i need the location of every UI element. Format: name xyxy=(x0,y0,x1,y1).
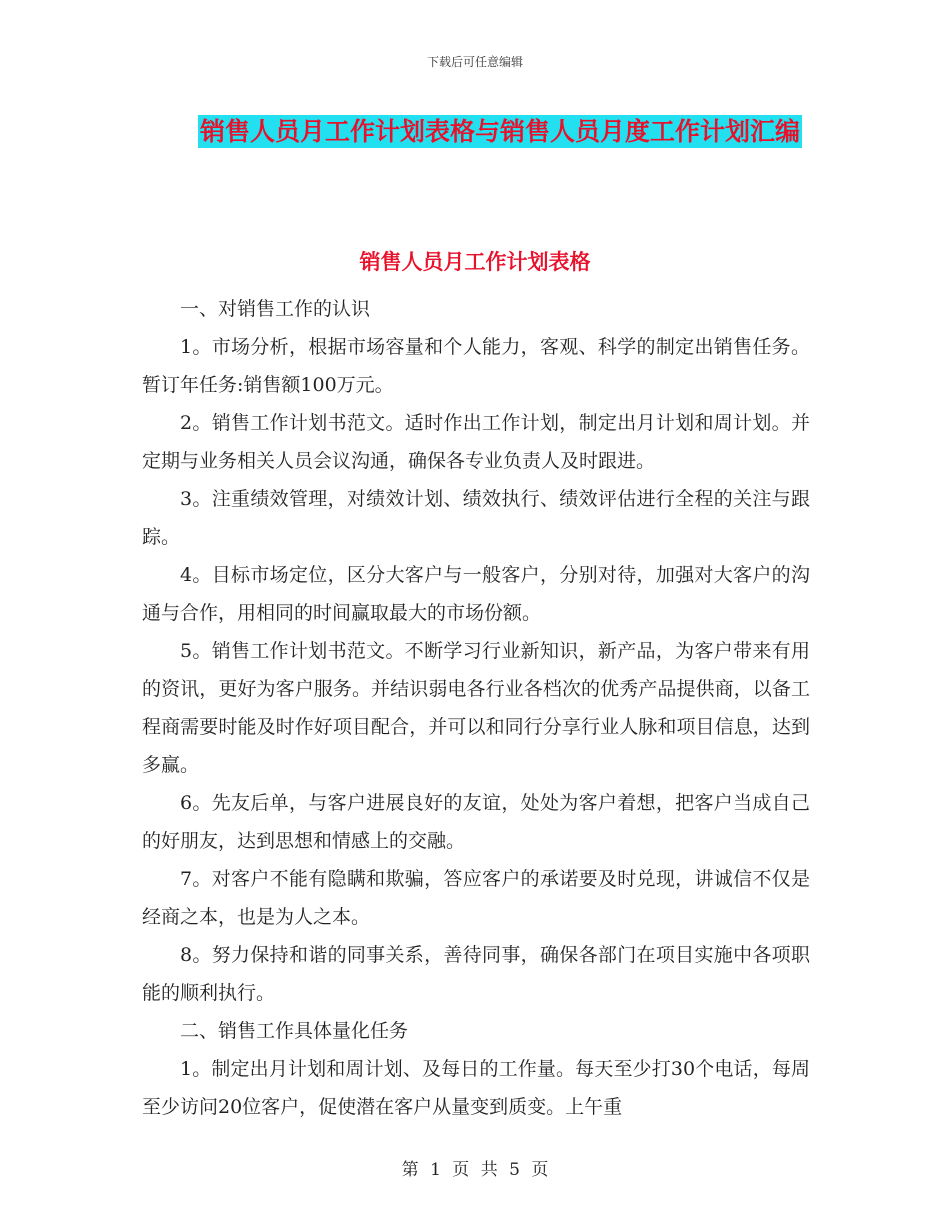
paragraph: 8。努力保持和谐的同事关系，善待同事，确保各部门在项目实施中各项职能的顺利执行。 xyxy=(142,944,810,1004)
paragraph: 3。注重绩效管理，对绩效计划、绩效执行、绩效评估进行全程的关注与跟踪。 xyxy=(142,488,810,548)
document-body xyxy=(142,290,810,1126)
section-heading-1: 一、对销售工作的认识 xyxy=(180,298,371,320)
paragraph: 2。销售工作计划书范文。适时作出工作计划，制定出月计划和周计划。并定期与业务相关人员会议沟通，确保各专业负责人及时跟进。 xyxy=(142,412,810,472)
document-title xyxy=(190,108,810,155)
section-title: 销售人员月工作计划表格 xyxy=(359,250,591,274)
paragraph: 1。制定出月计划和周计划、及每日的工作量。每天至少打30个电话，每周至少访问20位客户，促使潜在客户从量变到质变。上午重 xyxy=(142,1058,810,1118)
paragraph: 4。目标市场定位，区分大客户与一般客户，分别对待，加强对大客户的沟通与合作，用相同的时间赢取最大的市场份额。 xyxy=(142,564,810,624)
paragraph: 5。销售工作计划书范文。不断学习行业新知识，新产品，为客户带来有用的资讯，更好为客户服务。并结识弱电各行业各档次的优秀产品提供商，以备工程商需要时能及时作好项目配合，并可以和同行分享行业人脉和项目信息，达到多赢。 xyxy=(142,640,810,776)
header-note: 下载后可任意编辑 xyxy=(426,55,523,69)
paragraph: 6。先友后单，与客户进展良好的友谊，处处为客户着想，把客户当成自己的好朋友，达到思想和情感上的交融。 xyxy=(142,792,810,852)
paragraph: 1。市场分析，根据市场容量和个人能力，客观、科学的制定出销售任务。暂订年任务:销售额100万元。 xyxy=(142,336,810,396)
section-heading-2: 二、销售工作具体量化任务 xyxy=(180,1020,409,1042)
document-title-text: 销售人员月工作计划表格与销售人员月度工作计划汇编 xyxy=(199,117,800,146)
paragraph: 7。对客户不能有隐瞒和欺骗，答应客户的承诺要及时兑现，讲诚信不仅是经商之本，也是为人之本。 xyxy=(142,868,810,928)
page-footer: 第 1 页 共 5 页 xyxy=(401,1160,549,1180)
